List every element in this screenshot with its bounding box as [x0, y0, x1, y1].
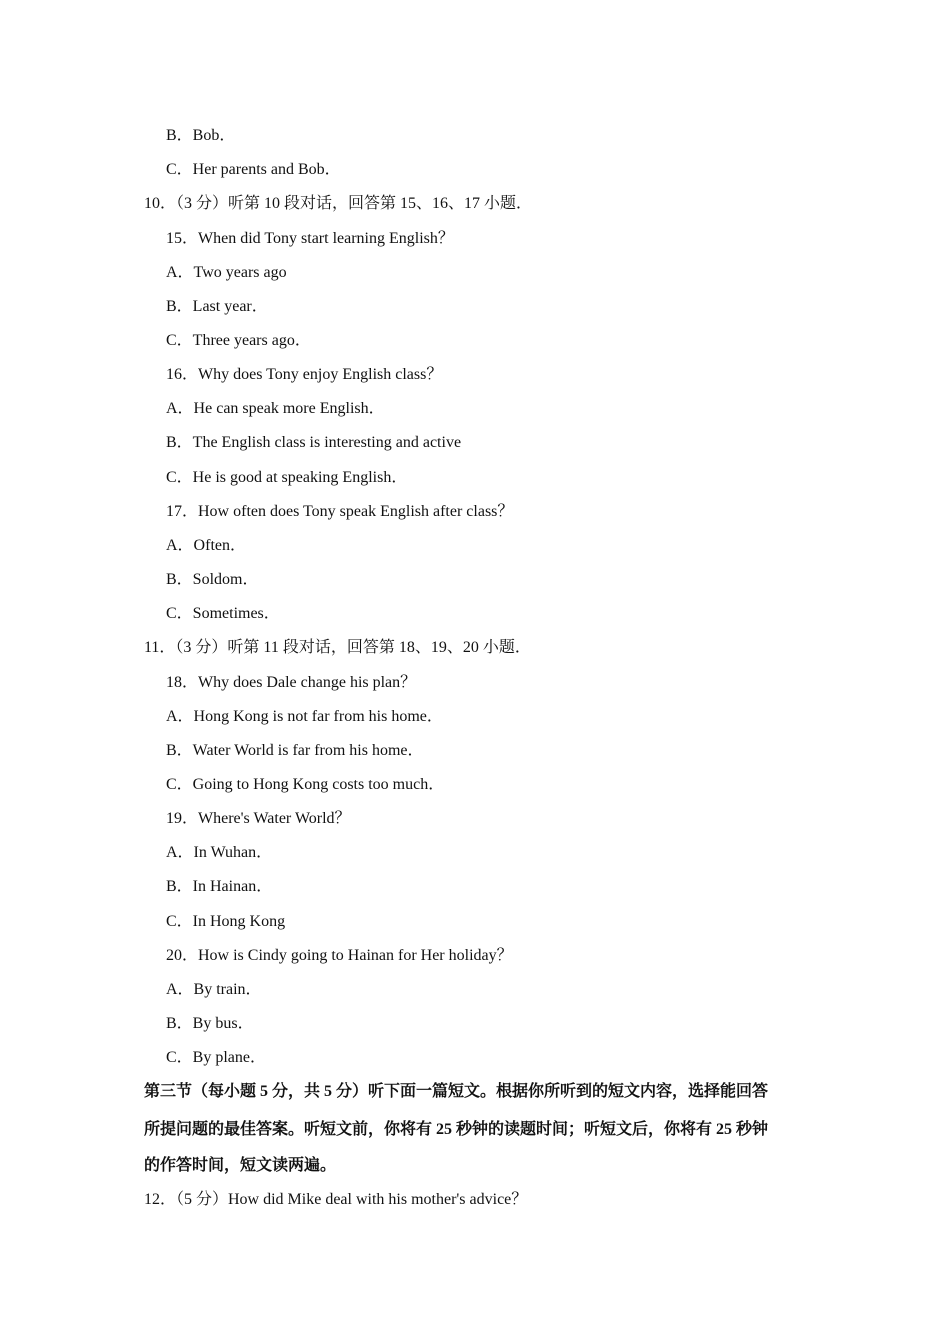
sub-question: 18．Why does Dale change his plan？	[166, 674, 417, 691]
question-heading: 12．（5 分）How did Mike deal with his mother's advice？	[144, 1191, 528, 1208]
option-line: B．The English class is interesting and active	[166, 434, 462, 451]
option-line: B．Soldom．	[166, 571, 259, 588]
option-line: C．Her parents and Bob．	[166, 161, 341, 178]
option-line: C．Sometimes．	[166, 605, 280, 622]
option-line: A．Often．	[166, 537, 246, 554]
option-line: C．By plane．	[166, 1049, 266, 1066]
section-instructions-line1: 第三节（每小题 5 分，共 5 分）听下面一篇短文。根据你所听到的短文内容，选择能回答	[144, 1083, 769, 1100]
option-line: A．He can speak more English．	[166, 400, 385, 417]
question-heading: 10．（3 分）听第 10 段对话，回答第 15、16、17 小题．	[144, 195, 533, 212]
sub-question: 19．Where's Water World？	[166, 810, 351, 827]
option-line: B．Last year．	[166, 298, 268, 315]
sub-question: 20．How is Cindy going to Hainan for Her holiday？	[166, 947, 513, 964]
option-line: A．By train．	[166, 981, 262, 998]
question-heading: 11．（3 分）听第 11 段对话，回答第 18、19、20 小题．	[144, 639, 531, 656]
option-line: B．Bob．	[166, 127, 236, 144]
option-line: C．In Hong Kong	[166, 913, 286, 930]
sub-question: 17．How often does Tony speak English after class？	[166, 503, 514, 520]
option-line: C．He is good at speaking English．	[166, 469, 408, 486]
sub-question: 16．Why does Tony enjoy English class？	[166, 366, 443, 383]
option-line: C．Going to Hong Kong costs too much．	[166, 776, 445, 793]
option-line: A．In Wuhan．	[166, 844, 273, 861]
option-line: C．Three years ago．	[166, 332, 311, 349]
option-line: B．By bus．	[166, 1015, 254, 1032]
option-line: A．Hong Kong is not far from his home．	[166, 708, 443, 725]
sub-question: 15．When did Tony start learning English？	[166, 230, 454, 247]
option-line: B．Water World is far from his home．	[166, 742, 424, 759]
option-line: A．Two years ago	[166, 264, 287, 281]
section-instructions-line2: 所提问题的最佳答案。听短文前，你将有 25 秒钟的读题时间；听短文后，你将有 25 秒钟	[144, 1121, 769, 1138]
section-instructions-line3: 的作答时间，短文读两遍。	[144, 1157, 337, 1174]
option-line: B．In Hainan．	[166, 878, 273, 895]
